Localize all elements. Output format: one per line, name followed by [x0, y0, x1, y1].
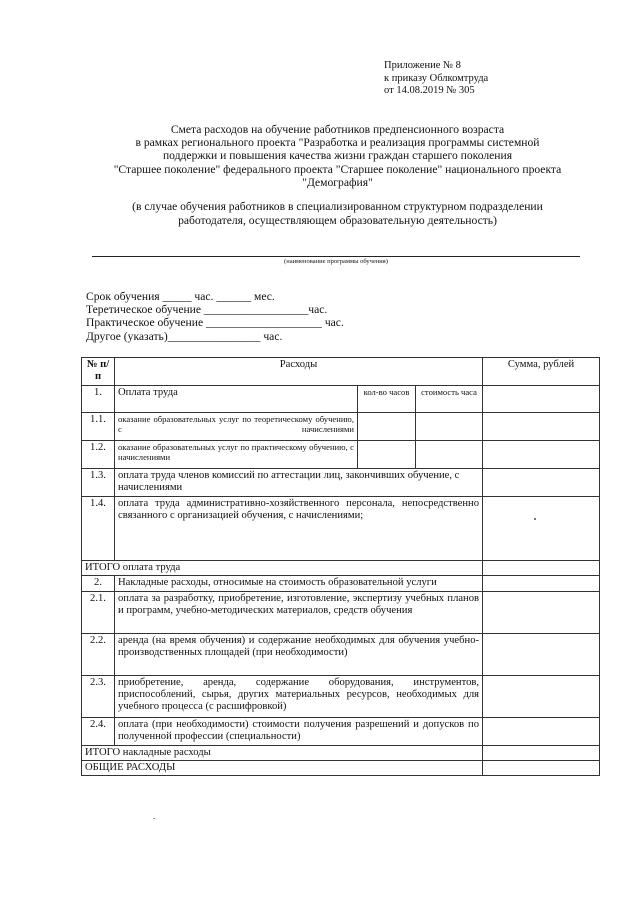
appendix-header: [384, 60, 488, 98]
sum-cell[interactable]: [483, 576, 600, 591]
row-num: 2.: [82, 576, 115, 591]
term-practice: Практическое обучение ____________________ час.: [86, 316, 344, 330]
header-num: № п/п: [82, 358, 115, 386]
row-num: 2.4.: [82, 717, 115, 745]
hours-cell[interactable]: [358, 441, 416, 469]
row-text: оказание образовательных услуг по практическому обучению, с начислениями: [115, 441, 358, 469]
table-row: [82, 386, 600, 413]
table-row: [82, 717, 600, 745]
program-name-line: [92, 256, 580, 257]
row-num: 1.4.: [82, 497, 115, 561]
subtitle-line: (в случае обучения работников в специализированном структурном подразделении: [132, 200, 543, 213]
table-row: [82, 633, 600, 675]
scan-speck: [534, 518, 536, 520]
scan-speck: [153, 818, 155, 819]
table-total-row: [82, 561, 600, 576]
row-label: Оплата труда: [115, 386, 358, 413]
document-title: [60, 123, 615, 189]
row-text: оплата (при необходимости) стоимости получения разрешений и допусков по полученной профессии (специальности): [115, 717, 483, 745]
term-theory: Теретическое обучение __________________час.: [86, 303, 328, 317]
sum-cell[interactable]: [483, 591, 600, 633]
sum-cell[interactable]: [483, 561, 600, 576]
table-row: [82, 576, 600, 591]
title-line: Смета расходов на обучение работников предпенсионного возраста: [170, 123, 505, 136]
sum-cell[interactable]: [483, 413, 600, 441]
row-num: 1.1.: [82, 413, 115, 441]
sum-cell[interactable]: [483, 469, 600, 497]
appendix-date: от 14.08.2019 № 305: [384, 85, 475, 96]
term-other: Другое (указать)________________ час.: [86, 329, 283, 343]
program-name-caption: (наименование программы обучения): [284, 258, 388, 265]
table-row: [82, 675, 600, 717]
table-row: [82, 413, 600, 441]
total-label: ИТОГО оплата труда: [82, 561, 483, 576]
table-row: [82, 497, 600, 561]
row-text: аренда (на время обучения) и содержание необходимых для обучения учебно-производственных площадей (при необходимости): [115, 633, 483, 675]
table-row: [82, 441, 600, 469]
row-text: оплата за разработку, приобретение, изготовление, экспертизу учебных планов и программ, учебно-методических материалов, средств обучения: [115, 591, 483, 633]
row-label: Накладные расходы, относимые на стоимость образовательной услуги: [115, 576, 483, 591]
column-hours: кол-во часов: [358, 386, 416, 413]
training-terms: [86, 290, 344, 343]
title-line: "Старшее поколение" федерального проекта "Старшее поколение" национального проекта: [113, 162, 562, 176]
expenses-table: [81, 357, 600, 776]
document-subtitle: [60, 200, 615, 227]
title-line: "Демография": [302, 175, 373, 189]
header-sum: Сумма, рублей: [483, 358, 600, 386]
sum-cell[interactable]: [483, 717, 600, 745]
table-header-row: [82, 358, 600, 386]
sum-cell[interactable]: [483, 760, 600, 775]
sum-cell[interactable]: [483, 386, 600, 413]
hour-cost-cell[interactable]: [416, 441, 483, 469]
row-num: 2.1.: [82, 591, 115, 633]
grand-total-label: ОБЩИЕ РАСХОДЫ: [82, 760, 483, 775]
row-text: оказание образовательных услуг по теоретическому обучению, с начислениями: [115, 413, 358, 441]
column-hour-cost: стоимость часа: [416, 386, 483, 413]
table-grand-total-row: [82, 760, 600, 775]
sum-cell[interactable]: [483, 497, 600, 561]
title-line: в рамках регионального проекта "Разработка и реализация программы системной: [135, 136, 540, 150]
table-row: [82, 591, 600, 633]
sum-cell[interactable]: [483, 633, 600, 675]
hours-cell[interactable]: [358, 413, 416, 441]
subtitle-line: работодателя, осуществляющем образовательную деятельность): [178, 213, 497, 227]
total-label: ИТОГО накладные расходы: [82, 745, 483, 760]
sum-cell[interactable]: [483, 675, 600, 717]
row-num: 2.3.: [82, 675, 115, 717]
appendix-order: к приказу Облкомтруда: [384, 72, 489, 84]
table-row: [82, 469, 600, 497]
hour-cost-cell[interactable]: [416, 413, 483, 441]
sum-cell[interactable]: [483, 745, 600, 760]
row-num: 1.: [82, 386, 115, 413]
row-num: 1.2.: [82, 441, 115, 469]
row-num: 2.2.: [82, 633, 115, 675]
row-text: оплата труда административно-хозяйственного персонала, непосредственно связанного с организацией обучения, с начислениями;: [115, 497, 483, 561]
header-expenses: Расходы: [115, 358, 483, 386]
sum-cell[interactable]: [483, 441, 600, 469]
table-total-row: [82, 745, 600, 760]
row-text: приобретение, аренда, содержание оборудования, инструментов, приспособлений, сырья, других материальных ресурсов, необходимых для учебного процесса (с расшифровкой): [115, 675, 483, 717]
row-text: оплата труда членов комиссий по аттестации лиц, закончивших обучение, с начислениями: [115, 469, 483, 497]
appendix-number: Приложение № 8: [384, 60, 461, 71]
row-num: 1.3.: [82, 469, 115, 497]
term-duration: Срок обучения _____ час. ______ мес.: [86, 290, 275, 303]
title-line: поддержки и повышения качества жизни граждан старшего поколения: [162, 149, 513, 163]
